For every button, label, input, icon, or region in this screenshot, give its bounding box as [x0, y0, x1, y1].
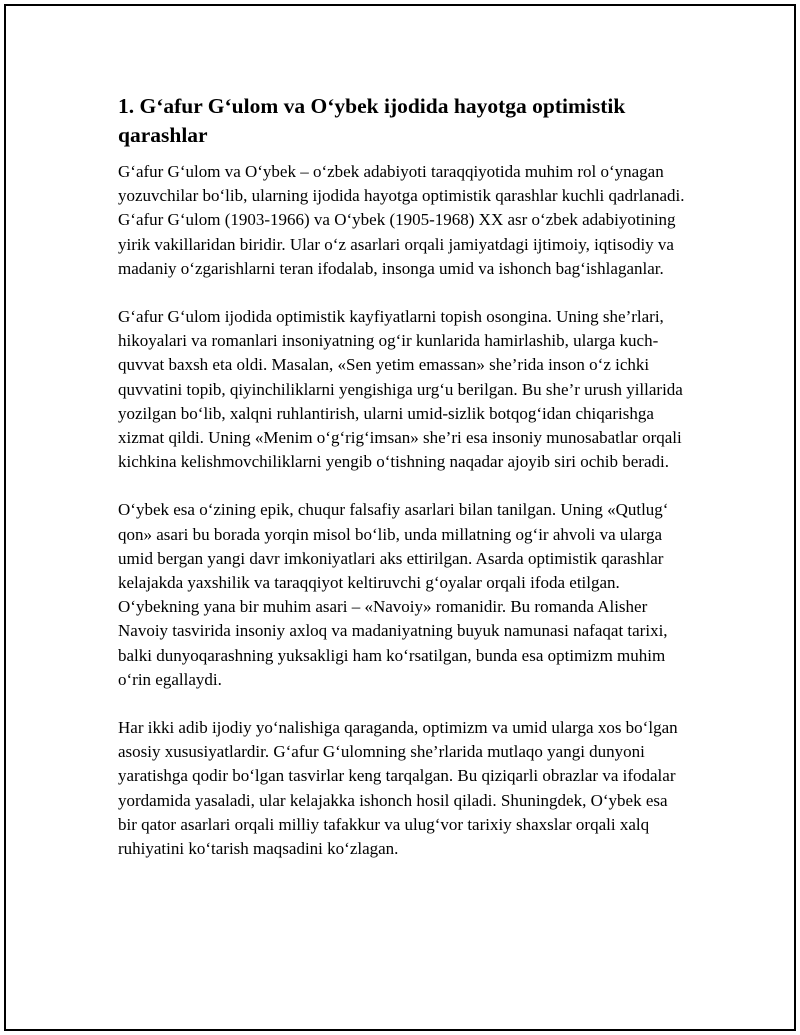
paragraph-intro: G‘afur G‘ulom va O‘ybek – o‘zbek adabiyoti taraqqiyotida muhim rol o‘ynagan yozuvchilar bo‘lib, ularning ijodida hayotga optimistik qarashlar kuchli qadrlanadi. G‘afur G‘ulom (1903-1966) va O‘ybek (1905-1968) XX asr o‘zbek adabiyotining yirik vakillaridan biridir. Ular o‘z asarlari orqali jamiyatdagi ijtimoiy, iqtisodiy va madaniy o‘zgarishlarni teran ifodalab, insonga umid va ishonch bag‘ishlaganlar. — [118, 162, 685, 278]
paragraph-conclusion: Har ikki adib ijodiy yo‘nalishiga qaraganda, optimizm va umid ularga xos bo‘lgan asosiy xususiyatlardir. G‘afur G‘ulomning she’rlarida mutlaqo yangi dunyoni yaratishga qodir bo‘lgan tasvirlar keng tarqalgan. Bu qiziqarli obrazlar va ifodalar yordamida yasaladi, ular kelajakka ishonch hosil qiladi. Shuningdek, O‘ybek esa bir qator asarlari orqali milliy tafakkur va ulug‘vor tarixiy shaxslar orqali xalq ruhiyatini ko‘tarish maqsadini ko‘zlagan. — [118, 718, 678, 859]
paragraph-oybek: O‘ybek esa o‘zining epik, chuqur falsafiy asarlari bilan tanilgan. Uning «Qutlug‘ qon» asari bu borada yorqin misol bo‘lib, unda millatning og‘ir ahvoli va ularga umid bergan yangi davr imkoniyatlari aks ettirilgan. Asarda optimistik qarashlar kelajakda yaxshilik va taraqqiyot keltiruvchi g‘oyalar orqali ifoda etilgan. O‘ybekning yana bir muhim asari – «Navoiy» romanidir. Bu romanda Alisher Navoiy tasvirida insoniy axloq va madaniyatning buyuk namunasi nafaqat tarixi, balki dunyoqarashning yuksakligi ham ko‘rsatilgan, bunda esa optimizm muhim o‘rin egallaydi. — [118, 500, 669, 689]
section-heading: 1. G‘afur G‘ulom va O‘ybek ijodida hayotga optimistik qarashlar — [118, 94, 626, 147]
document-body — [118, 92, 690, 885]
paragraph-gafur-gulom: G‘afur G‘ulom ijodida optimistik kayfiyatlarni topish osongina. Uning she’rlari, hikoyalari va romanlari insoniyatning og‘ir kunlarida hamirlashib, ularga kuch-quvvat baxsh eta oldi. Masalan, «Sen yetim emassan» she’rida inson o‘z ichki quvvatini topib, qiyinchiliklarni yengishiga urg‘u berilgan. Bu she’r urush yillarida yozilgan bo‘lib, xalqni ruhlantirish, ularni umid-sizlik botqog‘idan chiqarishga xizmat qildi. Uning «Menim o‘g‘rig‘imsan» she’ri esa insoniy munosabatlar orqali kichkina kelishmovchiliklarni yengib o‘tishning naqadar ajoyib siri ochib beradi. — [118, 307, 683, 472]
